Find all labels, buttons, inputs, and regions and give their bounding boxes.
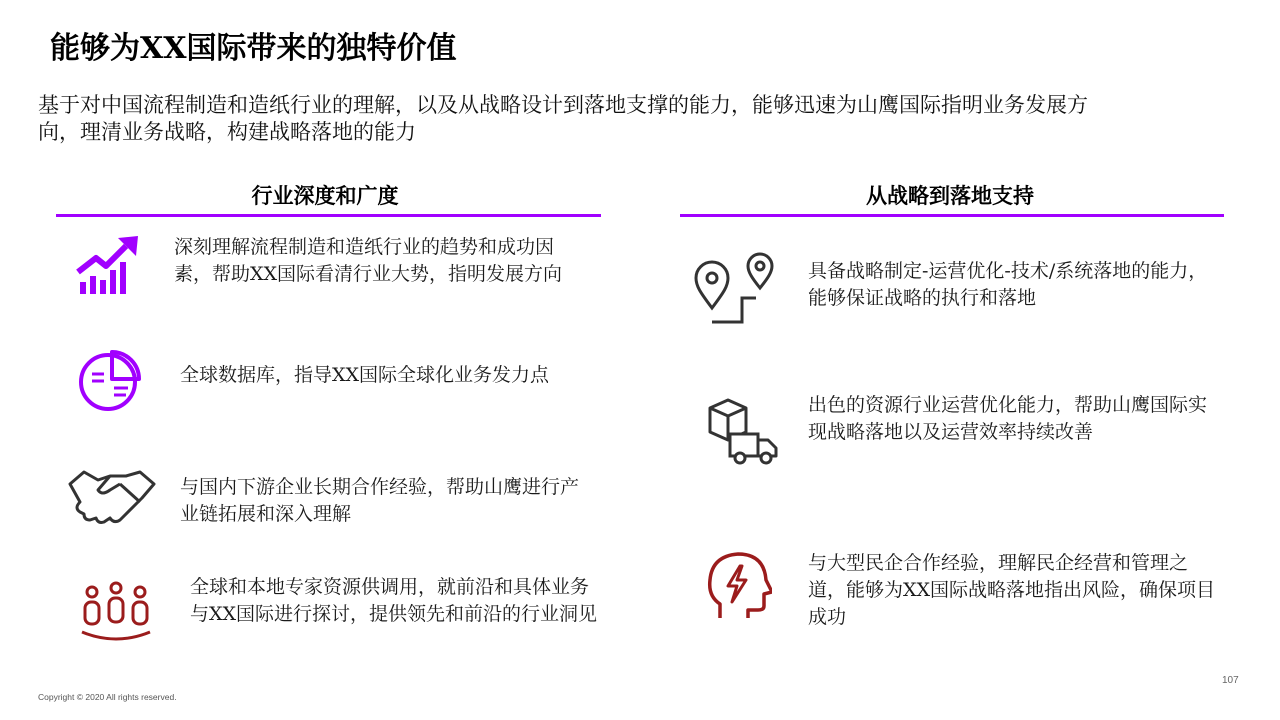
page-title: 能够为XX国际带来的独特价值 <box>50 31 457 66</box>
left-column-divider <box>56 214 601 217</box>
right-item-3-text: 与大型民企合作经验，理解民企经营和管理之道，能够为XX国际战略落地指出风险，确保项目成功 <box>808 552 1216 628</box>
left-item-2-text: 全球数据库，指导XX国际全球化业务发力点 <box>180 364 550 386</box>
handshake-icon <box>68 466 156 526</box>
head-lightning-icon <box>706 552 772 622</box>
location-route-icon <box>694 248 778 326</box>
left-item-1-text: 深刻理解流程制造和造纸行业的趋势和成功因素，帮助XX国际看清行业大势，指明发展方向 <box>174 236 563 285</box>
left-item-3-text: 与国内下游企业长期合作经验，帮助山鹰进行产业链拓展和深入理解 <box>180 476 580 525</box>
people-group-icon <box>78 580 154 646</box>
right-item-2-text: 出色的资源行业运营优化能力，帮助山鹰国际实现战略落地以及运营效率持续改善 <box>808 394 1208 443</box>
copyright-notice: Copyright © 2020 All rights reserved. <box>38 692 177 702</box>
right-item-1-text: 具备战略制定-运营优化-技术/系统落地的能力，能够保证战略的执行和落地 <box>808 260 1208 309</box>
pie-chart-icon <box>78 348 142 412</box>
growth-chart-icon <box>76 234 140 296</box>
delivery-truck-icon <box>708 398 778 466</box>
right-column-divider <box>680 214 1224 217</box>
right-column-heading: 从战略到落地支持 <box>866 183 1034 208</box>
intro-text: 基于对中国流程制造和造纸行业的理解，以及从战略设计到落地支撑的能力，能够迅速为山鹰国际指明业务发展方向，理清业务战略，构建战略落地的能力 <box>38 93 1088 144</box>
page-number: 107 <box>1222 675 1239 686</box>
left-column-heading: 行业深度和广度 <box>251 183 399 208</box>
left-item-4-text: 全球和本地专家资源供调用，就前沿和具体业务与XX国际进行探讨，提供领先和前沿的行业洞见 <box>190 576 598 625</box>
